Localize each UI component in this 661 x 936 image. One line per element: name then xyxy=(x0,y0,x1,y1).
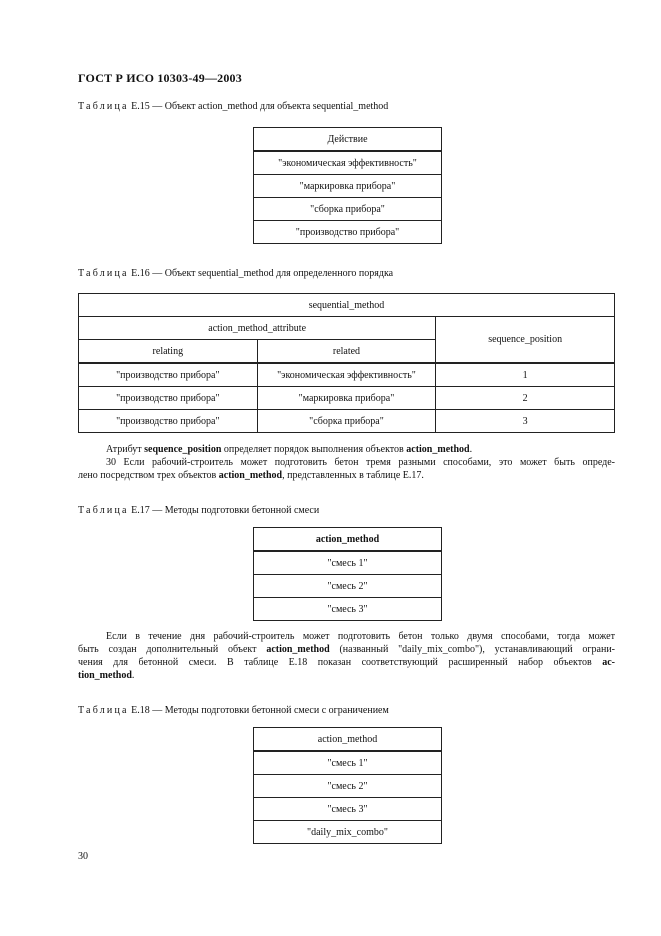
table-header-cell: sequence_position xyxy=(436,317,615,364)
table-title-cell: sequential_method xyxy=(79,294,615,317)
table-header-cell: action_method xyxy=(254,728,442,752)
table-cell: "смесь 3" xyxy=(254,598,442,621)
table-label: Таблица xyxy=(78,505,129,516)
term-action-method: action_method xyxy=(218,470,283,481)
paragraph-line xyxy=(78,443,615,456)
table-cell: "смесь 2" xyxy=(254,775,442,798)
text-run: определяет порядок выполнения объектов xyxy=(221,444,407,455)
paragraph-line xyxy=(78,669,615,682)
paragraph-line xyxy=(78,469,615,482)
table-e18-caption xyxy=(78,705,389,716)
table-caption-text: Е.16 — Объект sequential_method для определенного порядка xyxy=(128,268,394,279)
table-caption-text: Е.15 — Объект action_method для объекта sequential_method xyxy=(128,101,389,112)
paragraph-sequence-position xyxy=(78,443,615,482)
text-run: чения для бетонной смеси. В таблице Е.18 показан соответствующий расширенный набор объектов xyxy=(78,657,603,668)
table-cell: "смесь 1" xyxy=(254,751,442,775)
table-cell: "смесь 3" xyxy=(254,798,442,821)
table-header-cell: Действие xyxy=(254,128,442,152)
paragraph-line xyxy=(78,656,615,669)
text-run: Атрибут xyxy=(106,444,145,455)
table-header-cell: action_method xyxy=(254,528,442,552)
table-header-cell: relating xyxy=(79,340,258,364)
table-e16-caption xyxy=(78,268,393,279)
term-action-method: ac- xyxy=(602,657,615,668)
page-number: 30 xyxy=(78,851,88,862)
table-cell: "сборка прибора" xyxy=(257,410,436,433)
table-cell: "сборка прибора" xyxy=(254,198,442,221)
table-cell: "производство прибора" xyxy=(79,410,258,433)
text-run: (названный "daily_mix_combo"), устанавливающий ограни- xyxy=(329,644,616,655)
table-e16 xyxy=(78,293,615,433)
table-e15 xyxy=(253,127,442,244)
text-run: лено посредством трех объектов xyxy=(78,470,219,481)
paragraph-line xyxy=(78,630,615,643)
table-e18 xyxy=(253,727,442,844)
table-cell: "маркировка прибора" xyxy=(254,175,442,198)
table-cell: 2 xyxy=(436,387,615,410)
table-e15-caption xyxy=(78,101,388,112)
text-run: Если в течение дня рабочий-строитель может подготовить бетон только двумя способами, тогда может xyxy=(106,631,615,642)
table-cell: 3 xyxy=(436,410,615,433)
table-header-cell: related xyxy=(257,340,436,364)
table-cell: "экономическая эффективность" xyxy=(257,363,436,387)
table-cell: "экономическая эффективность" xyxy=(254,151,442,175)
text-run: . xyxy=(131,670,135,681)
term-sequence-position: sequence_position xyxy=(144,444,222,455)
table-cell: "производство прибора" xyxy=(79,363,258,387)
table-label: Таблица xyxy=(78,705,129,716)
table-cell: "производство прибора" xyxy=(254,221,442,244)
table-cell: "производство прибора" xyxy=(79,387,258,410)
table-e17-caption xyxy=(78,505,319,516)
text-run: 30 Если рабочий-строитель может подготовить бетон тремя разными способами, это может быть опреде- xyxy=(106,457,615,468)
table-cell: "маркировка прибора" xyxy=(257,387,436,410)
table-cell: "смесь 2" xyxy=(254,575,442,598)
document-header: ГОСТ Р ИСО 10303-49—2003 xyxy=(78,71,242,85)
table-caption-text: Е.18 — Методы подготовки бетонной смеси с ограничением xyxy=(128,705,389,716)
term-action-method: tion_method xyxy=(78,670,132,681)
text-run: . xyxy=(469,444,473,455)
table-label: Таблица xyxy=(78,101,129,112)
paragraph-daily-mix xyxy=(78,630,615,682)
paragraph-line xyxy=(78,643,615,656)
table-row xyxy=(79,387,615,410)
table-cell: "смесь 1" xyxy=(254,551,442,575)
text-run: быть создан дополнительный объект xyxy=(78,644,267,655)
table-cell: 1 xyxy=(436,363,615,387)
table-row xyxy=(79,410,615,433)
table-row xyxy=(79,363,615,387)
term-action-method: action_method xyxy=(406,444,470,455)
paragraph-line xyxy=(78,456,615,469)
table-cell: "daily_mix_combo" xyxy=(254,821,442,844)
table-label: Таблица xyxy=(78,268,129,279)
text-run: , представленных в таблице Е.17. xyxy=(282,470,424,481)
table-caption-text: Е.17 — Методы подготовки бетонной смеси xyxy=(128,505,320,516)
term-action-method: action_method xyxy=(266,644,330,655)
table-e17 xyxy=(253,527,442,621)
table-group-header-cell: action_method_attribute xyxy=(79,317,436,340)
